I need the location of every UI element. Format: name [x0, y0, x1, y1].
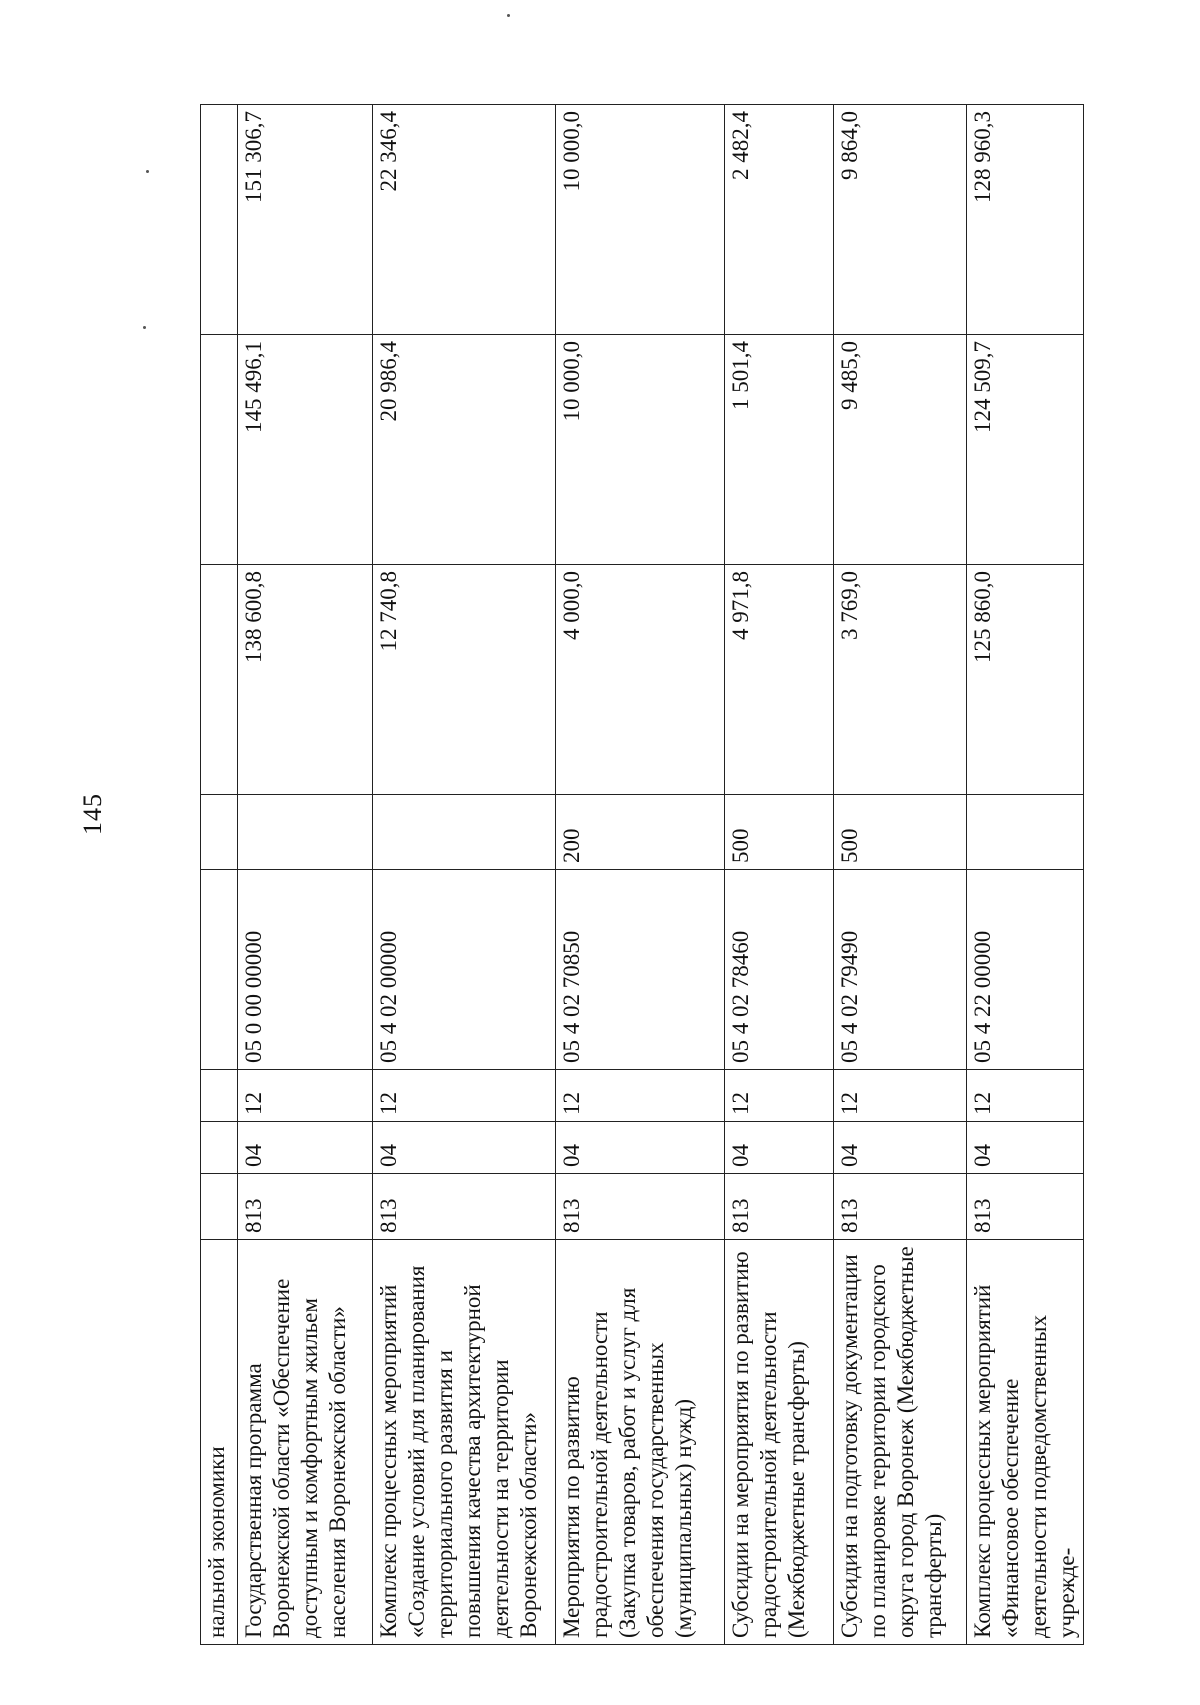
section-code: 04 [238, 1122, 373, 1174]
target-code: 05 4 02 79490 [834, 870, 967, 1070]
amount-2: 1 501,4 [725, 335, 834, 565]
subsection-code: 12 [556, 1070, 725, 1122]
amount-1: 12 740,8 [373, 565, 556, 795]
amount-1: 125 860,0 [967, 565, 1084, 795]
amount-3: 10 000,0 [556, 105, 725, 335]
row-name: Государственная программа Воронежской области «Обеспечение доступным и комфортным жильем населения Воронежской области» [238, 1240, 373, 1645]
amount-2: 145 496,1 [238, 335, 373, 565]
table-row [238, 105, 373, 1645]
scan-speck [146, 170, 149, 173]
amount-3: 128 960,3 [967, 105, 1084, 335]
table-row [556, 105, 725, 1645]
subsection-code: 12 [725, 1070, 834, 1122]
table-row [967, 105, 1084, 1645]
row-name: Мероприятия по развитию градостроительной деятельности (Закупка товаров, работ и услуг для обеспечения государственных (муниципальных) нужд) [556, 1240, 725, 1645]
amount-3: 9 864,0 [834, 105, 967, 335]
target-code: 05 4 02 70850 [556, 870, 725, 1070]
section-code: 04 [834, 1122, 967, 1174]
amount-1: 4 000,0 [556, 565, 725, 795]
rotated-table-container [200, 105, 1100, 1645]
amount-2: 10 000,0 [556, 335, 725, 565]
table-header-row [201, 105, 238, 1645]
ministry-code: 813 [556, 1174, 725, 1240]
expense-code [238, 795, 373, 870]
ministry-code: 813 [967, 1174, 1084, 1240]
ministry-code: 813 [834, 1174, 967, 1240]
section-code: 04 [373, 1122, 556, 1174]
budget-table [200, 104, 1084, 1645]
amount-1: 3 769,0 [834, 565, 967, 795]
row-name: Комплекс процессных мероприятий «Создание условий для планирования территориального развития и повышения качества архитектурной деятельности на территории Воронежской области» [373, 1240, 556, 1645]
expense-code [967, 795, 1084, 870]
amount-2: 20 986,4 [373, 335, 556, 565]
table-row [725, 105, 834, 1645]
ministry-code: 813 [238, 1174, 373, 1240]
target-code: 05 0 00 00000 [238, 870, 373, 1070]
subsection-code: 12 [373, 1070, 556, 1122]
amount-3: 151 306,7 [238, 105, 373, 335]
amount-2: 9 485,0 [834, 335, 967, 565]
scan-speck [507, 14, 510, 17]
amount-1: 138 600,8 [238, 565, 373, 795]
table-row [373, 105, 556, 1645]
expense-code: 200 [556, 795, 725, 870]
target-code: 05 4 02 00000 [373, 870, 556, 1070]
row-name: Субсидия на подготовку документации по планировке территории городского округа город Воронеж (Межбюджетные трансферты) [834, 1240, 967, 1645]
target-code: 05 4 02 78460 [725, 870, 834, 1070]
expense-code: 500 [725, 795, 834, 870]
subsection-code: 12 [834, 1070, 967, 1122]
header-cell: нальной экономики [201, 1240, 238, 1645]
section-code: 04 [725, 1122, 834, 1174]
ministry-code: 813 [725, 1174, 834, 1240]
expense-code: 500 [834, 795, 967, 870]
page-number: 145 [78, 793, 107, 835]
scan-speck [143, 326, 146, 329]
subsection-code: 12 [967, 1070, 1084, 1122]
row-name: Комплекс процессных мероприятий «Финансовое обеспечение деятельности подведомственных учрежде- [967, 1240, 1084, 1645]
row-name: Субсидии на мероприятия по развитию градостроительной деятельности (Межбюджетные трансферты) [725, 1240, 834, 1645]
ministry-code: 813 [373, 1174, 556, 1240]
section-code: 04 [556, 1122, 725, 1174]
expense-code [373, 795, 556, 870]
amount-3: 2 482,4 [725, 105, 834, 335]
table-row [834, 105, 967, 1645]
section-code: 04 [967, 1122, 1084, 1174]
subsection-code: 12 [238, 1070, 373, 1122]
amount-3: 22 346,4 [373, 105, 556, 335]
amount-1: 4 971,8 [725, 565, 834, 795]
target-code: 05 4 22 00000 [967, 870, 1084, 1070]
amount-2: 124 509,7 [967, 335, 1084, 565]
